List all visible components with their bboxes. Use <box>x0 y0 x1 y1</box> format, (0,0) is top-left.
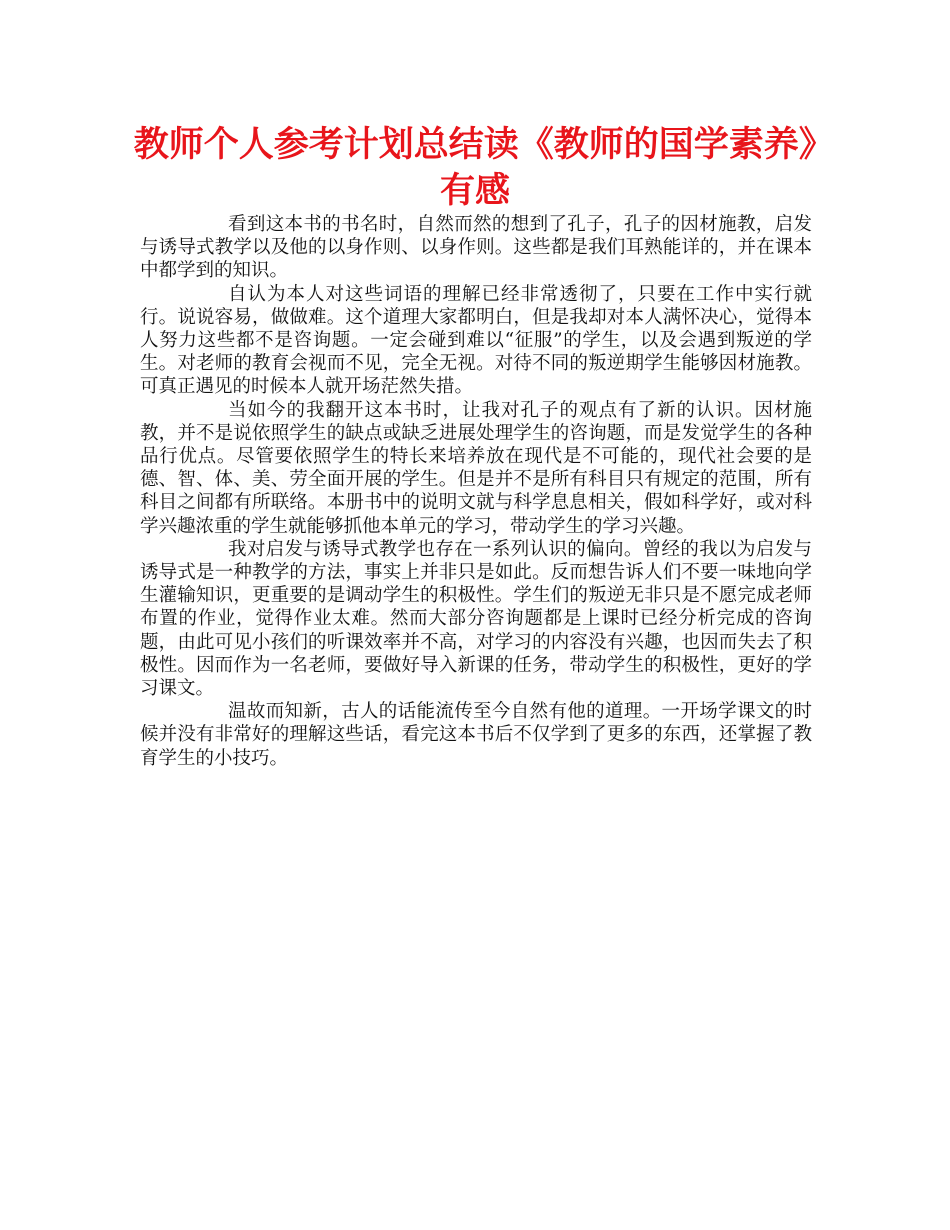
document-title: 教师个人参考计划总结读《教师的国学素养》有感 <box>133 125 817 211</box>
paragraph-4: 我对启发与诱导式教学也存在一系列认识的偏向。曾经的我以为启发与诱导式是一种教学的方法，事实上并非只是如此。反而想告诉人们不要一味地向学生灌输知识，更重要的是调动学生的积极性。学生们的叛逆无非只是不愿完成老师布置的作业，觉得作业太难。然而大部分咨询题都是上课时已经分析完成的咨询题，由此可见小孩们的听课效率并不高，对学习的内容没有兴趣，也因而失去了积极性。因而作为一名老师，要做好导入新课的任务，带动学生的积极性，更好的学习课文。 <box>140 538 812 700</box>
paragraph-3: 当如今的我翻开这本书时，让我对孔子的观点有了新的认识。因材施教，并不是说依照学生的缺点或缺乏进展处理学生的咨询题，而是发觉学生的各种品行优点。尽管要依照学生的特长来培养放在现代是不可能的，现代社会要的是德、智、体、美、劳全面开展的学生。但是并不是所有科目只有规定的范围，所有科目之间都有所联络。本册书中的说明文就与科学息息相关，假如科学好，或对科学兴趣浓重的学生就能够抓他本单元的学习，带动学生的学习兴趣。 <box>140 399 812 537</box>
document-body <box>140 213 812 770</box>
paragraph-1: 看到这本书的书名时，自然而然的想到了孔子，孔子的因材施教，启发与诱导式教学以及他的以身作则、以身作则。这些都是我们耳熟能详的，并在课本中都学到的知识。 <box>140 214 812 282</box>
paragraph-5: 温故而知新，古人的话能流传至今自然有他的道理。一开场学课文的时候并没有非常好的理解这些话，看完这本书后不仅学到了更多的东西，还掌握了教育学生的小技巧。 <box>140 701 812 769</box>
paragraph-2: 自认为本人对这些词语的理解已经非常透彻了，只要在工作中实行就行。说说容易，做做难。这个道理大家都明白，但是我却对本人满怀决心，觉得本人努力这些都不是咨询题。一定会碰到难以“征服”的学生，以及会遇到叛逆的学生。对老师的教育会视而不见，完全无视。对待不同的叛逆期学生能够因材施教。可真正遇见的时候本人就开场茫然失措。 <box>140 283 812 398</box>
